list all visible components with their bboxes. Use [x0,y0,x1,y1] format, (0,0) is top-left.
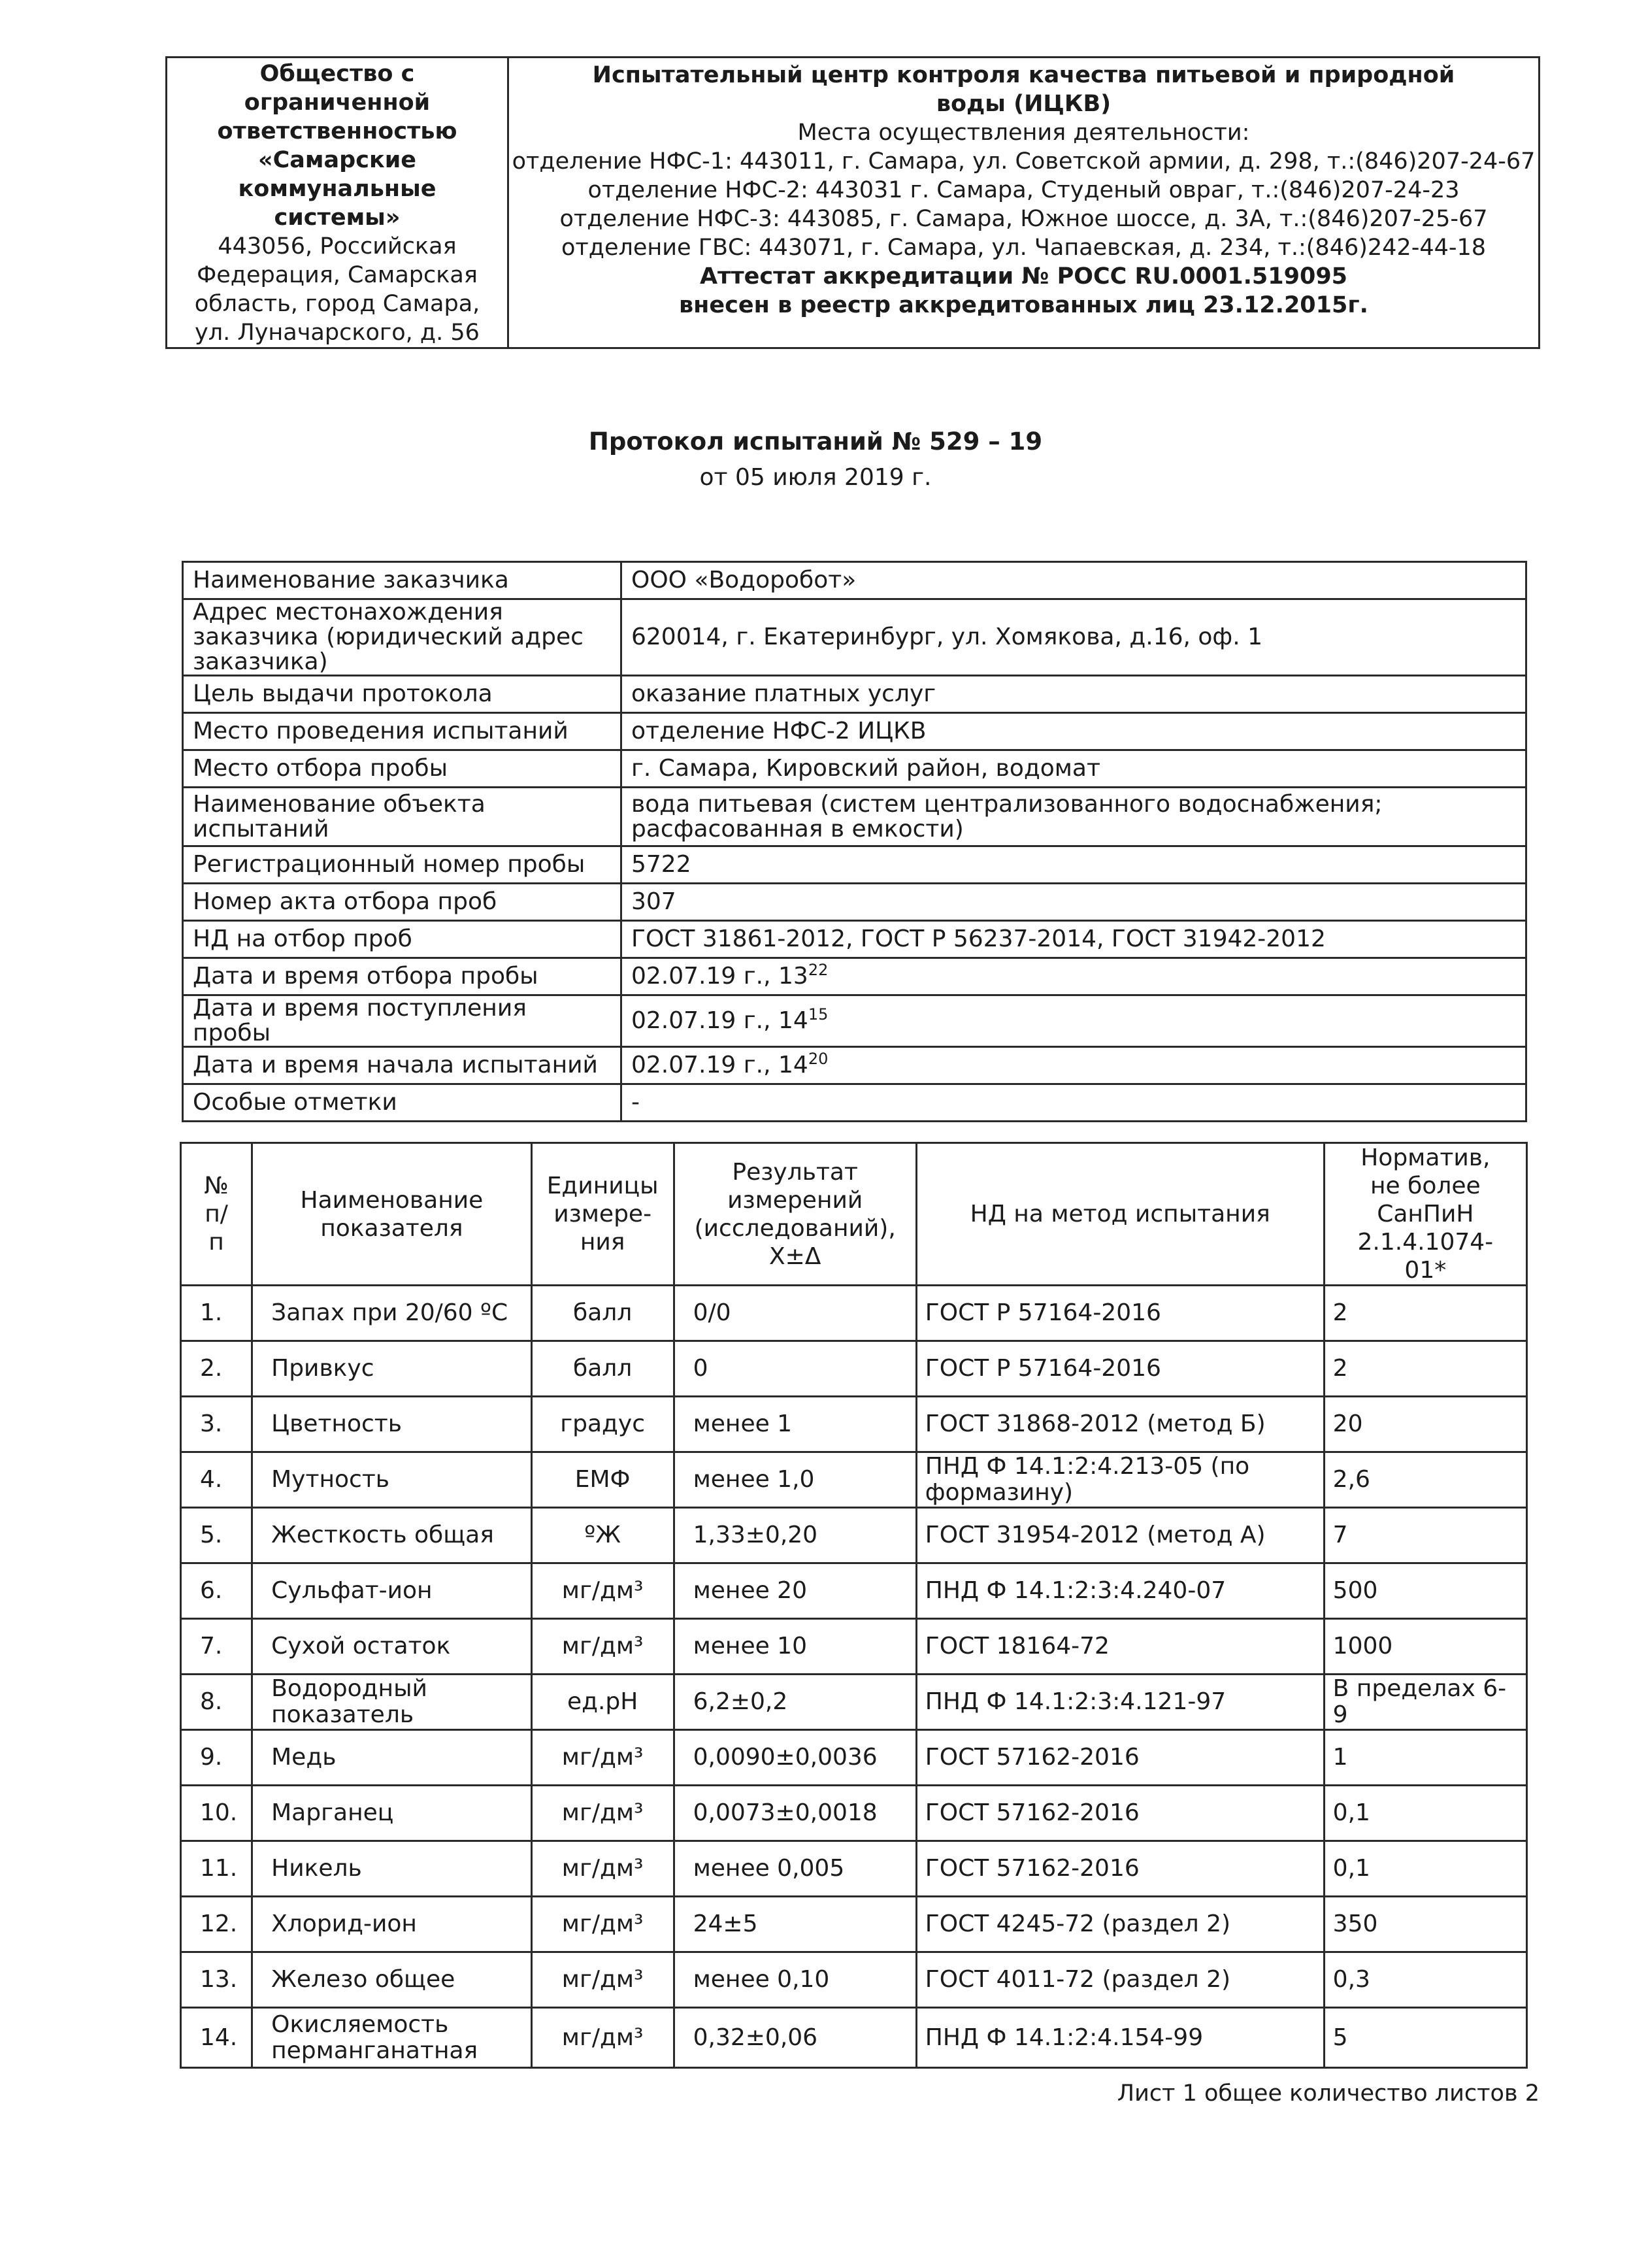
norm-value: 2,6 [1324,1452,1526,1508]
info-value [621,676,1526,713]
result-row [181,1286,1527,1341]
protocol-title: Протокол испытаний № 529 – 19 [588,427,1043,456]
row-number: 9. [181,1730,252,1786]
protocol-date: от 05 июля 2019 г. [699,464,932,491]
info-value [621,921,1526,958]
indicator-name: Сульфат-ион [252,1563,532,1619]
testing-center-block [508,58,1540,348]
result-row [181,1897,1527,1952]
info-row [183,750,1526,788]
result-value: менее 1 [674,1397,916,1452]
indicator-name: Сухой остаток [252,1619,532,1675]
unit: ед.pH [531,1675,674,1730]
indicator-name: Жесткость общая [252,1508,532,1563]
org-name-line: ограниченной [244,90,431,116]
unit: мг/дм³ [531,1786,674,1841]
result-value: 6,2±0,2 [674,1675,916,1730]
col-header-norm: Норматив, не более СанПиН 2.1.4.1074-01* [1324,1143,1526,1286]
info-value [621,750,1526,788]
info-label: Место проведения испытаний [183,713,621,750]
page-footer: Лист 1 общее количество листов 2 [1117,2080,1540,2107]
result-value: менее 0,10 [674,1952,916,2008]
col-header-name: Наименование показателя [252,1143,532,1286]
result-value: менее 0,005 [674,1841,916,1897]
info-value-text: оказание платных услуг [631,680,936,707]
info-row [183,884,1526,921]
result-value: 0 [674,1341,916,1397]
indicator-name: Окисляемость перманганатная [252,2008,532,2068]
department-line: отделение НФС-3: 443085, г. Самара, Южное шоссе, д. 3А, т.:(846)207-25-67 [559,206,1488,232]
norm-value: 500 [1324,1563,1526,1619]
unit: ºЖ [531,1508,674,1563]
info-label: Дата и время отбора пробы [183,958,621,995]
org-name-line: ответственностью [217,118,457,144]
norm-value: 1 [1324,1730,1526,1786]
time-minutes-superscript: 20 [808,1050,829,1068]
info-value-text: ГОСТ 31861-2012, ГОСТ Р 56237-2014, ГОСТ 31942-2012 [631,926,1326,952]
unit: мг/дм³ [531,2008,674,2068]
result-value: 0,0073±0,0018 [674,1786,916,1841]
result-row [181,1786,1527,1841]
info-label: Дата и время начала испытаний [183,1047,621,1084]
indicator-name: Привкус [252,1341,532,1397]
unit: мг/дм³ [531,1730,674,1786]
result-row [181,1341,1527,1397]
info-label: НД на отбор проб [183,921,621,958]
test-method: ПНД Ф 14.1:2:3:4.121-97 [916,1675,1324,1730]
norm-value: 1000 [1324,1619,1526,1675]
test-method: ПНД Ф 14.1:2:4.213-05 (по формазину) [916,1452,1324,1508]
indicator-name: Железо общее [252,1952,532,2008]
info-value-text: 02.07.19 г., 13 [631,963,808,990]
test-method: ПНД Ф 14.1:2:4.154-99 [916,2008,1324,2068]
result-row [181,1952,1527,2008]
info-row [183,921,1526,958]
info-value-text: ООО «Водоробот» [631,567,857,593]
organization-block [167,58,508,348]
unit: мг/дм³ [531,1952,674,2008]
info-value [621,713,1526,750]
org-name-line: Общество с [259,61,415,87]
row-number: 10. [181,1786,252,1841]
result-row [181,1563,1527,1619]
info-value-text: г. Самара, Кировский район, водомат [631,755,1100,782]
org-address-line: Федерация, Самарская [197,262,478,288]
results-table [180,1142,1528,2069]
places-label: Места осуществления деятельности: [797,120,1250,146]
info-label: Место отбора пробы [183,750,621,788]
org-name-line: коммунальные [238,176,437,202]
result-row [181,1619,1527,1675]
result-value: 0,0090±0,0036 [674,1730,916,1786]
info-row [183,1047,1526,1084]
row-number: 7. [181,1619,252,1675]
norm-value: 0,1 [1324,1786,1526,1841]
org-name-line: «Самарские [258,147,416,173]
result-row [181,2008,1527,2068]
info-row [183,995,1526,1047]
indicator-name: Мутность [252,1452,532,1508]
info-label: Наименование заказчика [183,562,621,599]
info-value-text: 307 [631,888,676,915]
test-method: ПНД Ф 14.1:2:3:4.240-07 [916,1563,1324,1619]
org-address-line: область, город Самара, [194,291,480,317]
col-header-result: Результат измерений (исследований), X±Δ [674,1143,916,1286]
test-method: ГОСТ 31868-2012 (метод Б) [916,1397,1324,1452]
norm-value: 5 [1324,2008,1526,2068]
info-row [183,676,1526,713]
info-value-text: вода питьевая (систем централизованного водоснабжения; расфасованная в емкости) [631,790,1383,842]
info-value [621,1084,1526,1122]
department-line: отделение НФС-1: 443011, г. Самара, ул. Советской армии, д. 298, т.:(846)207-24-67 [512,148,1536,175]
test-method: ГОСТ 57162-2016 [916,1841,1324,1897]
indicator-name: Никель [252,1841,532,1897]
result-value: 1,33±0,20 [674,1508,916,1563]
unit: мг/дм³ [531,1897,674,1952]
center-title-line: Испытательный центр контроля качества питьевой и природной [592,62,1455,88]
info-label: Цель выдачи протокола [183,676,621,713]
norm-value: 20 [1324,1397,1526,1452]
org-name-line: системы» [274,205,401,231]
info-label: Регистрационный номер пробы [183,846,621,884]
info-value [621,788,1526,846]
results-header-row [181,1143,1527,1286]
result-value: менее 1,0 [674,1452,916,1508]
result-row [181,1675,1527,1730]
department-line: отделение НФС-2: 443031 г. Самара, Студеный овраг, т.:(846)207-24-23 [587,177,1460,203]
info-row [183,958,1526,995]
result-row [181,1397,1527,1452]
org-address-line: ул. Луначарского, д. 56 [195,320,480,346]
info-label: Особые отметки [183,1084,621,1122]
row-number: 8. [181,1675,252,1730]
info-row [183,788,1526,846]
info-row [183,846,1526,884]
norm-value: 350 [1324,1897,1526,1952]
norm-value: 0,1 [1324,1841,1526,1897]
info-value [621,884,1526,921]
row-number: 5. [181,1508,252,1563]
test-method: ГОСТ 57162-2016 [916,1786,1324,1841]
accreditation-line: внесен в реестр аккредитованных лиц 23.12.2015г. [679,292,1368,318]
time-minutes-superscript: 22 [808,961,829,979]
indicator-name: Медь [252,1730,532,1786]
info-row [183,1084,1526,1122]
row-number: 1. [181,1286,252,1341]
department-line: отделение ГВС: 443071, г. Самара, ул. Чапаевская, д. 234, т.:(846)242-44-18 [561,235,1487,261]
row-number: 4. [181,1452,252,1508]
result-row [181,1841,1527,1897]
col-header-unit: Единицы измере-ния [531,1143,674,1286]
info-value-text: отделение НФС-2 ИЦКВ [631,718,927,744]
row-number: 3. [181,1397,252,1452]
row-number: 13. [181,1952,252,2008]
result-value: 0/0 [674,1286,916,1341]
norm-value: 2 [1324,1286,1526,1341]
info-row [183,713,1526,750]
indicator-name: Марганец [252,1786,532,1841]
info-value [621,958,1526,995]
test-method: ГОСТ 4011-72 (раздел 2) [916,1952,1324,2008]
info-value-text: - [631,1089,640,1116]
unit: балл [531,1341,674,1397]
row-number: 12. [181,1897,252,1952]
info-value [621,1047,1526,1084]
unit: балл [531,1286,674,1341]
header-box [165,56,1540,349]
unit: градус [531,1397,674,1452]
result-value: 0,32±0,06 [674,2008,916,2068]
test-method: ГОСТ 4245-72 (раздел 2) [916,1897,1324,1952]
test-method: ГОСТ 57162-2016 [916,1730,1324,1786]
info-label: Адрес местонахождения заказчика (юридический адрес заказчика) [183,599,621,676]
info-label: Номер акта отбора проб [183,884,621,921]
unit: мг/дм³ [531,1563,674,1619]
norm-value: 2 [1324,1341,1526,1397]
info-row [183,562,1526,599]
col-header-method: НД на метод испытания [916,1143,1324,1286]
result-value: 24±5 [674,1897,916,1952]
test-method: ГОСТ 31954-2012 (метод А) [916,1508,1324,1563]
info-value-text: 02.07.19 г., 14 [631,1007,808,1034]
unit: мг/дм³ [531,1841,674,1897]
row-number: 14. [181,2008,252,2068]
indicator-name: Запах при 20/60 ºС [252,1286,532,1341]
info-value-text: 5722 [631,851,691,878]
col-header-number: № п/п [181,1143,252,1286]
indicator-name: Цветность [252,1397,532,1452]
unit: мг/дм³ [531,1619,674,1675]
indicator-name: Хлорид-ион [252,1897,532,1952]
result-value: менее 10 [674,1619,916,1675]
org-address-line: 443056, Российская [218,233,457,259]
norm-value: 0,3 [1324,1952,1526,2008]
info-value-text: 620014, г. Екатеринбург, ул. Хомякова, д.16, оф. 1 [631,624,1262,650]
info-value-text: 02.07.19 г., 14 [631,1052,808,1078]
result-row [181,1730,1527,1786]
accreditation-line: Аттестат аккредитации № РОСС RU.0001.519095 [699,263,1348,290]
row-number: 11. [181,1841,252,1897]
center-title-line: воды (ИЦКВ) [936,91,1112,117]
norm-value: В пределах 6-9 [1324,1675,1526,1730]
row-number: 2. [181,1341,252,1397]
info-value [621,995,1526,1047]
norm-value: 7 [1324,1508,1526,1563]
info-value [621,599,1526,676]
row-number: 6. [181,1563,252,1619]
sample-info-table [182,561,1527,1122]
result-row [181,1508,1527,1563]
info-value [621,846,1526,884]
result-row [181,1452,1527,1508]
time-minutes-superscript: 15 [808,1005,829,1024]
info-row [183,599,1526,676]
info-label: Наименование объекта испытаний [183,788,621,846]
test-method: ГОСТ Р 57164-2016 [916,1341,1324,1397]
test-method: ГОСТ 18164-72 [916,1619,1324,1675]
test-method: ГОСТ Р 57164-2016 [916,1286,1324,1341]
unit: ЕМФ [531,1452,674,1508]
result-value: менее 20 [674,1563,916,1619]
info-value [621,562,1526,599]
info-label: Дата и время поступления пробы [183,995,621,1047]
indicator-name: Водородный показатель [252,1675,532,1730]
